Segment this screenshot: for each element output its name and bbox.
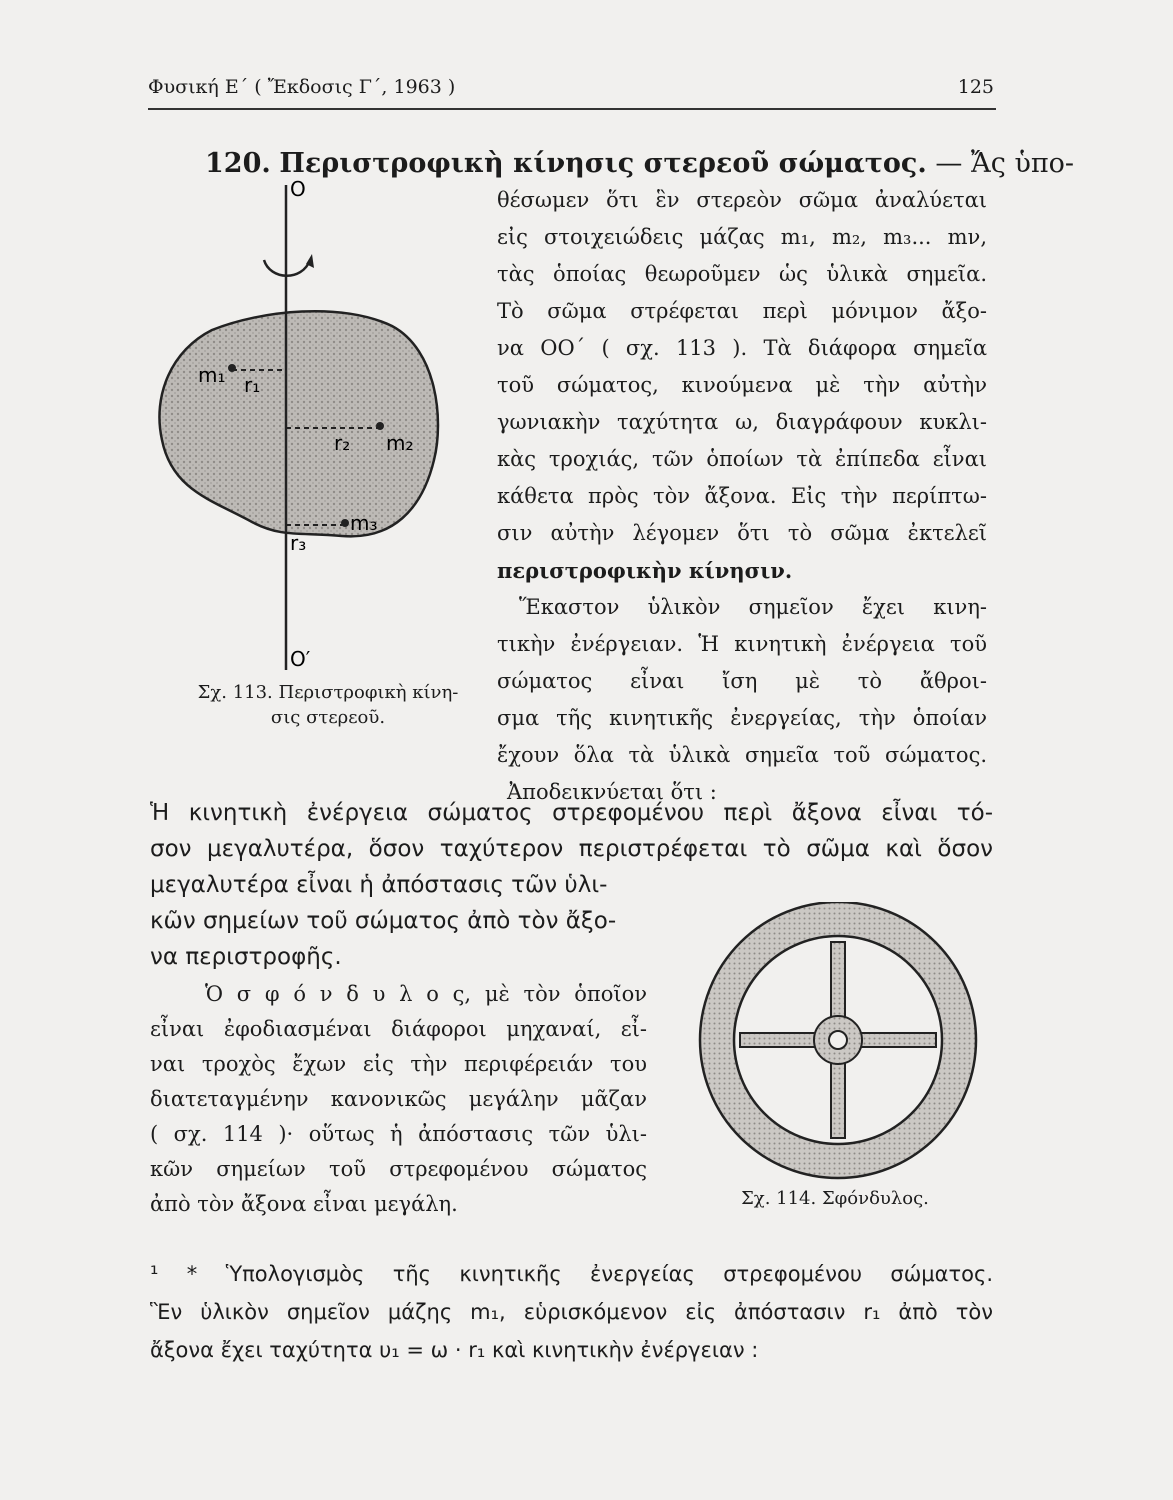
flywheel-line: ναι τροχὸς ἔχων εἰς τὴν περιφέρειάν του	[150, 1052, 647, 1076]
intro-line: θέσωμεν ὅτι ἓν στερεὸν σῶμα ἀναλύεται	[497, 188, 987, 212]
theorem-line: μεγαλυτέρα εἶναι ἡ ἀπόστασις τῶν ὑλι-	[150, 872, 608, 898]
intro-line: σμα τῆς κινητικῆς ἐνεργείας, τὴν ὁποίαν	[497, 706, 987, 730]
label-r1: r₁	[244, 373, 261, 397]
label-r2: r₂	[334, 431, 351, 455]
flywheel-line: ( σχ. 114 )· οὕτως ἡ ἀπόστασις τῶν ὑλι-	[150, 1122, 647, 1146]
running-title: Φυσική Ε΄ ( Ἔκδοσις Γ΄, 1963 )	[148, 76, 456, 98]
intro-line: κὰς τροχιάς, τῶν ὁποίων τὰ ἐπίπεδα εἶναι	[497, 447, 987, 471]
axis-label-top: O	[290, 177, 306, 201]
label-m1: m₁	[198, 363, 226, 387]
term-rotational-motion: περιστροφικὴν κίνησιν.	[497, 558, 793, 583]
section-title: Περιστροφικὴ κίνησις στερεοῦ σώματος.	[279, 148, 927, 179]
page-header	[148, 72, 996, 110]
section-title-continuation: — Ἄς ὑπο-	[935, 148, 1074, 179]
theorem-line: κῶν σημείων τοῦ σώματος ἀπὸ τὸν ἄξο-	[150, 908, 617, 934]
theorem-line: να περιστροφῆς.	[150, 944, 342, 970]
intro-line: εἰς στοιχειώδεις μάζας m₁, m₂, m₃... mν,	[497, 225, 987, 249]
label-m3: m₃	[350, 511, 378, 535]
flywheel-drawing	[688, 902, 988, 1182]
rigid-body-shape	[159, 311, 438, 536]
theorem-line: σον μεγαλυτέρα, ὅσον ταχύτερον περιστρέφεται τὸ σῶμα καὶ ὅσον	[150, 836, 993, 862]
intro-line: τὰς ὁποίας θεωροῦμεν ὡς ὑλικὰ σημεῖα.	[497, 262, 987, 286]
rotating-body-diagram	[152, 160, 452, 700]
label-m2: m₂	[386, 431, 414, 455]
point-m2	[376, 422, 384, 430]
intro-line: γωνιακὴν ταχύτητα ω, διαγράφουν κυκλι-	[497, 410, 987, 434]
intro-line: σώματος εἶναι ἴση μὲ τὸ ἄθροι-	[497, 669, 987, 693]
footnote-line: ¹ * Ὑπολογισμὸς τῆς κινητικῆς ἐνεργείας στρεφομένου σώματος.	[150, 1262, 993, 1286]
flywheel-line: εἶναι ἐφοδιασμέναι διάφοροι μηχαναί, εἶ-	[150, 1017, 647, 1041]
point-m1	[228, 364, 236, 372]
page-number: 125	[957, 76, 994, 98]
intro-line: κάθετα πρὸς τὸν ἄξονα. Εἰς τὴν περίπτω-	[497, 484, 987, 508]
flywheel-axle	[829, 1031, 847, 1049]
caption-line: Σχ. 113. Περιστροφικὴ κίνη-	[197, 682, 459, 703]
label-r3: r₃	[290, 531, 307, 555]
footnote-line: ἄξονα ἔχει ταχύτητα υ₁ = ω · r₁ καὶ κινητικὴν ἐνέργειαν :	[150, 1338, 759, 1362]
intro-line: σιν αὐτὴν λέγομεν ὅτι τὸ σῶμα ἐκτελεῖ	[497, 521, 987, 545]
figure-114	[688, 902, 988, 1182]
intro-line: Τὸ σῶμα στρέφεται περὶ μόνιμον ἄξο-	[497, 299, 987, 323]
caption-line: σις στερεοῦ.	[270, 707, 386, 728]
flywheel-line: ἀπὸ τὸν ἄξονα εἶναι μεγάλη.	[150, 1192, 458, 1216]
figure-113-caption	[168, 680, 488, 730]
figure-114-caption: Σχ. 114. Σφόνδυλος.	[741, 1188, 929, 1209]
section-number: 120.	[205, 148, 271, 179]
intro-line: Ἀποδεικνύεται ὅτι :	[507, 780, 717, 804]
intro-line: ἔχουν ὅλα τὰ ὑλικὰ σημεῖα τοῦ σώματος.	[497, 743, 987, 767]
footnote-line: Ἓν ὑλικὸν σημεῖον μάζης m₁, εὑρισκόμενον εἰς ἀπόστασιν r₁ ἀπὸ τὸν	[150, 1300, 993, 1324]
flywheel-line: κῶν σημείων τοῦ στρεφομένου σώματος	[150, 1157, 647, 1181]
figure-113	[152, 160, 452, 700]
flywheel-line: Ὁ σ φ ό ν δ υ λ ο ς, μὲ τὸν ὁποῖον	[205, 982, 647, 1006]
point-m3	[341, 519, 349, 527]
theorem-line: Ἡ κινητικὴ ἐνέργεια σώματος στρεφομένου περὶ ἄξονα εἶναι τό-	[150, 800, 993, 826]
axis-label-bottom: O′	[290, 647, 311, 671]
intro-line: τικὴν ἐνέργειαν. Ἡ κινητικὴ ἐνέργεια τοῦ	[497, 632, 987, 656]
flywheel-line: διατεταγμένην κανονικῶς μεγάλην μᾶζαν	[150, 1087, 647, 1111]
intro-line: Ἕκαστον ὑλικὸν σημεῖον ἔχει κινη-	[519, 595, 987, 619]
intro-line: να ΟΟ΄ ( σχ. 113 ). Τὰ διάφορα σημεῖα	[497, 336, 987, 360]
intro-line: τοῦ σώματος, κινούμενα μὲ τὴν αὐτὴν	[497, 373, 987, 397]
